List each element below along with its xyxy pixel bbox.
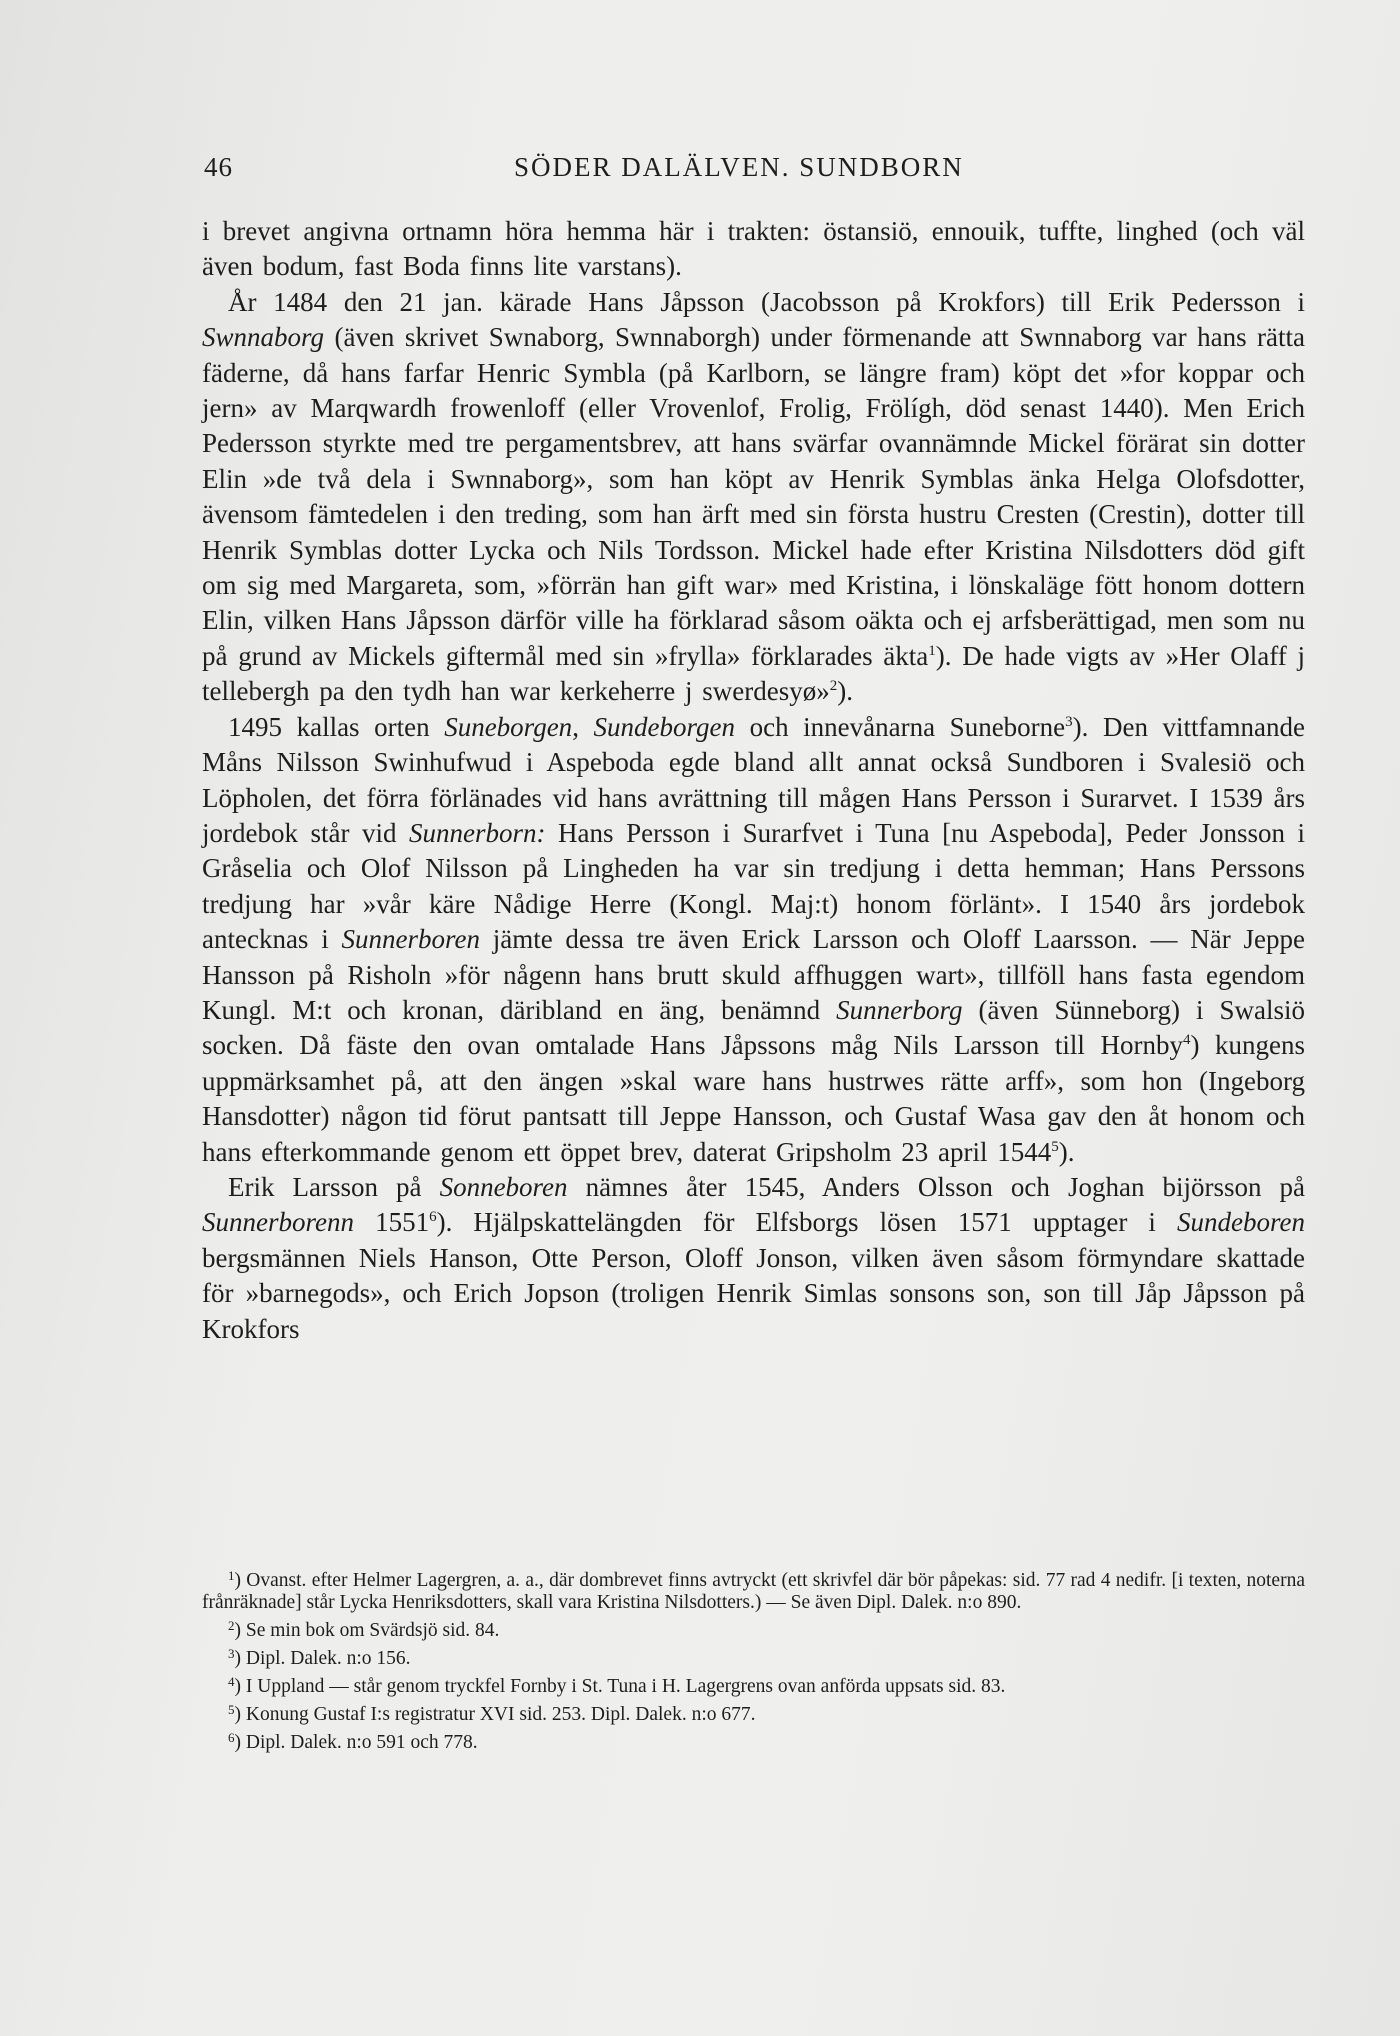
text-run: (även skrivet Swnaborg, Swnnaborgh) under förmenande att Swnnaborg var hans rätta fäderne, då hans farfar Henric Symbla (på Karlborn, se längre fram) köpt det »for koppar och jern» av Marqwardh frowenloff (eller Vrovenlof, Frolig, Frölígh, död senast 1440). Men Erich Pedersson styrkte med tre pergamentsbrev, att hans svärfar ovannämnde Mickel förärat sin dotter Elin »de två dela i Swnnaborg», som han köpt av Henrik Symblas änka Helga Olofsdotter, ävensom fämtedelen i den treding, som han ärft med sin första hustru Cresten (Crestin), dotter till Henrik Symblas dotter Lycka och Nils Tordsson. Mickel hade efter Kristina Nilsdotters död gift om sig med Margareta, som, »förrän han gift war» med Kristina, i lönskaläge fött honom dottern Elin, vilken Hans Jåpsson därför ville ha förklarad såsom oäkta och ej arfsberättigad, men som nu på grund av Mickels giftermål med sin »frylla» förklarades äkta	[202, 322, 1305, 671]
footnote-2	[202, 1620, 1305, 1642]
footnote-3	[202, 1648, 1305, 1670]
text-run: 1551	[353, 1207, 430, 1238]
text-run: Erik Larsson på	[228, 1171, 440, 1202]
text-run: ).	[1058, 1136, 1075, 1167]
footnote-mark: 4	[228, 1674, 235, 1689]
text-run: ,	[572, 711, 594, 742]
italic-place-name: Sunnerborenn	[202, 1207, 354, 1238]
italic-place-name: Sundeborgen	[593, 711, 736, 742]
footnote-ref: 4	[1182, 1032, 1191, 1049]
page-number: 46	[204, 152, 233, 182]
footnotes	[202, 1570, 1305, 1760]
text-run: ). De hade vigts av »Her Olaff j tellebergh pa den tydh han war kerkeherre j swerdesyø»	[202, 640, 1305, 707]
footnote-4	[202, 1676, 1305, 1698]
page-header	[204, 152, 1200, 192]
text-run: jämte dessa tre även Erick Larsson och Oloff Laarsson. — När Jeppe Hansson på Risholn »för någenn hans brutt skuld affhuggen wart», tillföll hans fasta egendom Kungl. M:t och kronan, däribland en äng, benämnd	[202, 924, 1306, 1025]
footnote-text: ) Se min bok om Svärdsjö sid. 84.	[234, 1620, 500, 1641]
text-run: nämnes åter 1545, Anders Olsson och Joghan bijörsson på	[567, 1171, 1306, 1202]
italic-place-name: Swnnaborg	[202, 322, 325, 353]
footnote-text: ) Dipl. Dalek. n:o 591 och 778.	[234, 1732, 478, 1753]
footnote-text: ) Ovanst. efter Helmer Lagergren, a. a., där dombrevet finns avtryckt (ett skrivfel där bör påpekas: sid. 77 rad 4 nedifr. [i texten, noterna frånräknade] står Lycka Henriksdotters, skall vara Kristina Nilsdotters.) — Se även Dipl. Dalek. n:o 890.	[202, 1570, 1305, 1613]
footnote-6	[202, 1732, 1305, 1754]
italic-place-name: Sunnerborg	[836, 994, 963, 1025]
footnote-mark: 3	[228, 1646, 235, 1661]
footnote-text: ) Dipl. Dalek. n:o 156.	[234, 1648, 411, 1669]
footnote-5	[202, 1704, 1305, 1726]
footnote-ref: 1	[928, 642, 936, 659]
text-run: ).	[837, 676, 854, 707]
footnote-text: ) Konung Gustaf I:s registratur XVI sid. 253. Dipl. Dalek. n:o 677.	[234, 1704, 756, 1725]
italic-place-name: Sunnerboren	[341, 924, 480, 955]
paragraph-4	[202, 1170, 1305, 1347]
italic-place-name: Sundeboren	[1177, 1207, 1305, 1238]
footnote-ref: 6	[429, 1209, 437, 1226]
footnote-1	[202, 1570, 1305, 1614]
footnote-ref: 2	[829, 678, 838, 695]
paragraph-2	[202, 285, 1305, 710]
italic-place-name: Suneborgen	[444, 711, 573, 742]
text-run: (även Sünneborg) i Swalsiö socken. Då fäste den ovan omtalade Hans Jåpssons måg Nils Larsson till Hornby	[202, 994, 1305, 1061]
text-run: ) kungens uppmärksamhet på, att den ängen »skal ware hans hustrwes rätte arff», som hon (Ingeborg Hansdotter) någon tid förut pantsatt till Jeppe Hansson, och Gustaf Wasa gav den åt honom och hans efterkommande genom ett öppet brev, daterat Gripsholm 23 april 1544	[202, 1030, 1306, 1167]
paragraph-1: i brevet angivna ortnamn höra hemma här i trakten: östansiö, ennouik, tuffte, linghed (och väl även bodum, fast Boda finns lite varstans).	[202, 216, 1305, 282]
text-run: bergsmännen Niels Hanson, Otte Person, Oloff Jonson, vilken även såsom förmyndare skattade för »barnegods», och Erich Jopson (troligen Henrik Simlas sonsons son, son till Jåp Jåpsson på Krokfors	[202, 1242, 1305, 1344]
footnote-text: ) I Uppland — står genom tryckfel Fornby i St. Tuna i H. Lagergrens ovan anförda uppsats sid. 83.	[234, 1676, 1006, 1697]
footnote-mark: 6	[228, 1730, 235, 1745]
text-run: ). Den vittfamnande Måns Nilsson Swinhufwud i Aspeboda egde bland allt annat också Sundboren i Svalesiö och Löpholen, det förra förlänades vid hans avrättning till mågen Hans Persson i Surarvet. I 1539 års jordebok står vid	[202, 711, 1305, 848]
footnote-ref: 5	[1051, 1138, 1059, 1155]
text-run: och innevånarna Suneborne	[735, 711, 1066, 742]
footnote-mark: 1	[228, 1568, 235, 1583]
footnote-mark: 5	[228, 1702, 235, 1717]
italic-place-name: Sunnerborn:	[409, 817, 546, 848]
footnote-ref: 3	[1065, 713, 1073, 730]
text-run: Hans Persson i Surarfvet i Tuna [nu Aspeboda], Peder Jonsson i Gråselia och Olof Nilsson på Lingheden ha var sin tredjung i detta hemman; Hans Perssons tredjung har »vår käre Nådige Herre (Kongl. Maj:t) honom förlänt». I 1540 års jordebok antecknas i	[202, 817, 1305, 955]
body-text	[202, 214, 1305, 1347]
text-run: 1495 kallas orten	[228, 711, 445, 742]
paragraph-3	[202, 710, 1305, 1170]
text-run: ). Hjälpskattelängden för Elfsborgs lösen 1571 upptager i	[436, 1207, 1178, 1238]
footnote-mark: 2	[228, 1618, 235, 1633]
text-run: År 1484 den 21 jan. kärade Hans Jåpsson (Jacobsson på Krokfors) till Erik Pedersson i	[228, 286, 1305, 317]
italic-place-name: Sonneboren	[439, 1171, 568, 1202]
running-head: SÖDER DALÄLVEN. SUNDBORN	[514, 152, 964, 182]
